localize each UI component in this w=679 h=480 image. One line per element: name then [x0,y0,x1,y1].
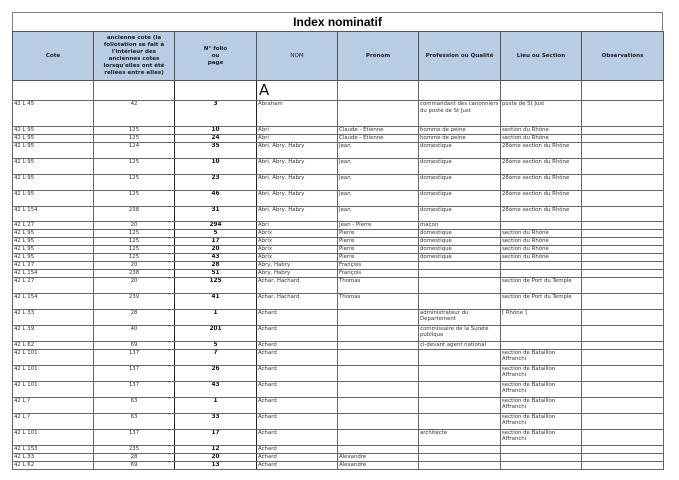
lieu-cell [501,325,582,341]
nom-cell: Abri, Abry, Habry [257,174,338,190]
table-row [13,142,664,158]
lieu-cell: section du Rhône [501,253,582,261]
table-row [13,309,664,325]
lieu-cell: section du Rhône [501,127,582,135]
header-nom: NOM [257,32,338,81]
observations-cell [582,461,664,469]
profession-cell [419,381,501,397]
cote-cell: 42 L 39 [13,325,94,341]
nom-cell: Abri, Abry, Habry [257,158,338,174]
nom-cell: Abri, Abry, Habry [257,142,338,158]
ancienne-cote-cell: 125 [94,174,175,190]
profession-cell: maçon [419,221,501,229]
profession-cell: ci-devant agent national [419,341,501,349]
nom-cell: Abrix [257,229,338,237]
lieu-cell: [ Rhône ] [501,309,582,325]
ancienne-cote-cell: 63 [94,397,175,413]
ancienne-cote-cell: 125 [94,190,175,206]
prenom-cell: Pierre [338,245,419,253]
observations-cell [582,253,664,261]
lieu-cell: section de Port du Temple [501,293,582,309]
observations-cell [582,349,664,365]
observations-cell [582,206,664,221]
cote-cell: 42 L 27 [13,277,94,293]
ancienne-cote-cell: 125 [94,237,175,245]
nom-cell: Abri, Abry, Habry [257,190,338,206]
nom-cell: Achard [257,381,338,397]
nom-cell: Achard [257,349,338,365]
prenom-cell: François [338,269,419,277]
header-row [13,32,664,81]
lieu-cell: section du Rhône [501,237,582,245]
table-row [13,101,664,127]
ancienne-cote-cell: 20 [94,221,175,229]
header-prenom: Prénom [338,32,419,81]
ancienne-cote-cell: 124 [94,142,175,158]
profession-cell [419,413,501,429]
table-row [13,365,664,381]
profession-cell: domestique [419,237,501,245]
lieu-cell: 28ème section du Rhône [501,142,582,158]
nom-cell: Achard [257,429,338,445]
lieu-cell: section de Bataillon Affranchi [501,413,582,429]
folio-cell: 3 [175,101,257,127]
profession-cell: domestique [419,245,501,253]
cote-cell: 42 L 62 [13,461,94,469]
lieu-cell: 28ème section du Rhône [501,158,582,174]
profession-cell: domestique [419,229,501,237]
observations-cell [582,101,664,127]
cote-cell: 42 L 95 [13,174,94,190]
lieu-cell: section de Port du Temple [501,277,582,293]
ancienne-cote-cell: 20 [94,261,175,269]
folio-cell: 43 [175,253,257,261]
nom-cell: Abri [257,127,338,135]
folio-cell: 7 [175,349,257,365]
ancienne-cote-cell: 125 [94,158,175,174]
table-row [13,134,664,142]
observations-cell [582,309,664,325]
ancienne-cote-cell: 238 [94,269,175,277]
ancienne-cote-cell: 235 [94,445,175,453]
profession-cell [419,349,501,365]
table-row [13,261,664,269]
ancienne-cote-cell: 20 [94,277,175,293]
folio-cell: 35 [175,142,257,158]
lieu-cell [501,269,582,277]
observations-cell [582,229,664,237]
folio-cell: 28 [175,261,257,269]
nom-cell: Achard [257,413,338,429]
lieu-cell: 28ème section du Rhône [501,174,582,190]
observations-cell [582,158,664,174]
table-row [13,325,664,341]
profession-cell: commandant des canonniers du poste de St Just [419,101,501,127]
folio-cell: 31 [175,206,257,221]
prenom-cell: Jean [338,142,419,158]
table-row [13,453,664,461]
folio-cell: 201 [175,325,257,341]
cote-cell: 42 L 33 [13,453,94,461]
prenom-cell: Pierre [338,237,419,245]
folio-cell: 17 [175,237,257,245]
observations-cell [582,237,664,245]
lieu-cell [501,445,582,453]
profession-cell [419,365,501,381]
profession-cell: domestique [419,158,501,174]
table-row [13,293,664,309]
prenom-cell: Jean - Pierre [338,221,419,229]
table-row [13,341,664,349]
cote-cell: 42 L 154 [13,293,94,309]
table-row [13,190,664,206]
prenom-cell [338,397,419,413]
table-row [13,413,664,429]
cote-cell: 42 L 154 [13,269,94,277]
cote-cell: 42 L 95 [13,229,94,237]
ancienne-cote-cell: 137 [94,365,175,381]
observations-cell [582,365,664,381]
nom-cell: Abrix [257,245,338,253]
observations-cell [582,413,664,429]
nom-cell: Abrix [257,253,338,261]
observations-cell [582,174,664,190]
folio-cell: 1 [175,309,257,325]
table-row [13,245,664,253]
nom-cell: Achard [257,325,338,341]
observations-cell [582,277,664,293]
table-row [13,229,664,237]
observations-cell [582,221,664,229]
table-row [13,127,664,135]
folio-cell: 20 [175,245,257,253]
nom-cell: Abri [257,221,338,229]
ancienne-cote-cell: 137 [94,381,175,397]
ancienne-cote-cell: 42 [94,101,175,127]
ancienne-cote-cell: 40 [94,325,175,341]
cote-cell: 42 L 95 [13,253,94,261]
profession-cell [419,397,501,413]
observations-cell [582,190,664,206]
prenom-cell: François [338,261,419,269]
nom-cell: Achar, Hachard [257,293,338,309]
profession-cell [419,453,501,461]
lieu-cell: section du Rhône [501,229,582,237]
prenom-cell: Pierre [338,229,419,237]
prenom-cell [338,413,419,429]
nom-cell: Abrix [257,237,338,245]
table-row [13,237,664,245]
prenom-cell [338,429,419,445]
table-row [13,174,664,190]
observations-cell [582,397,664,413]
ancienne-cote-cell: 239 [94,293,175,309]
prenom-cell [338,445,419,453]
folio-cell: 13 [175,461,257,469]
table-row [13,221,664,229]
prenom-cell: Jean [338,190,419,206]
cote-cell: 42 L 95 [13,245,94,253]
nom-cell: Achard [257,397,338,413]
cote-cell: 42 L 101 [13,429,94,445]
prenom-cell [338,365,419,381]
observations-cell [582,453,664,461]
cote-cell: 42 L 101 [13,349,94,365]
folio-cell: 51 [175,269,257,277]
observations-cell [582,134,664,142]
header-folio-text: N° folio ou page [203,45,228,66]
nom-cell: Abry, Habry [257,269,338,277]
profession-cell: architecte [419,429,501,445]
cote-cell: 42 L 153 [13,445,94,453]
section-letter: A [257,81,338,101]
observations-cell [582,245,664,253]
lieu-cell: section de Bataillon Affranchi [501,365,582,381]
profession-cell [419,269,501,277]
prenom-cell: Claude - Etienne [338,127,419,135]
table-row [13,277,664,293]
index-sheet [12,12,663,470]
ancienne-cote-cell: 238 [94,206,175,221]
index-table [12,31,664,470]
folio-cell: 1 [175,397,257,413]
profession-cell: homme de peine [419,134,501,142]
profession-cell [419,461,501,469]
profession-cell [419,445,501,453]
cote-cell: 42 L 95 [13,142,94,158]
lieu-cell: section de Bataillon Affranchi [501,429,582,445]
nom-cell: Achar, Hachard [257,277,338,293]
observations-cell [582,445,664,453]
folio-cell: 5 [175,341,257,349]
lieu-cell [501,341,582,349]
profession-cell [419,277,501,293]
profession-cell [419,261,501,269]
observations-cell [582,261,664,269]
folio-cell: 33 [175,413,257,429]
observations-cell [582,341,664,349]
observations-cell [582,429,664,445]
folio-cell: 41 [175,293,257,309]
table-row [13,206,664,221]
folio-cell: 10 [175,158,257,174]
ancienne-cote-cell: 69 [94,461,175,469]
header-observations: Observations [582,32,664,81]
cote-cell: 42 L 101 [13,381,94,397]
lieu-cell: 28ème section du Rhône [501,190,582,206]
nom-cell: Achard [257,445,338,453]
cote-cell: 42 L 62 [13,341,94,349]
folio-cell: 43 [175,381,257,397]
folio-cell: 10 [175,127,257,135]
lieu-cell [501,461,582,469]
folio-cell: 24 [175,134,257,142]
prenom-cell: Jean [338,174,419,190]
prenom-cell [338,349,419,365]
table-row [13,158,664,174]
prenom-cell [338,309,419,325]
cote-cell: 42 L 95 [13,127,94,135]
observations-cell [582,293,664,309]
lieu-cell: 28ème section du Rhône [501,206,582,221]
cote-cell: 42 L 101 [13,365,94,381]
table-row [13,381,664,397]
table-row [13,253,664,261]
folio-cell: 12 [175,445,257,453]
header-cote: Cote [13,32,94,81]
prenom-cell: Jean [338,206,419,221]
prenom-cell: Alexandre [338,453,419,461]
cote-cell: 42 L 95 [13,158,94,174]
ancienne-cote-cell: 28 [94,453,175,461]
table-row [13,429,664,445]
nom-cell: Abry, Habry [257,261,338,269]
prenom-cell: Alexandre [338,461,419,469]
profession-cell: domestique [419,190,501,206]
cote-cell: 42 L 95 [13,134,94,142]
ancienne-cote-cell: 137 [94,349,175,365]
lieu-cell [501,261,582,269]
ancienne-cote-cell: 125 [94,245,175,253]
cote-cell: 42 L ? [13,397,94,413]
header-folio [175,32,257,81]
lieu-cell: section du Rhône [501,245,582,253]
ancienne-cote-cell: 125 [94,134,175,142]
ancienne-cote-cell: 69 [94,341,175,349]
prenom-cell: Claude - Etienne [338,134,419,142]
folio-cell: 26 [175,365,257,381]
folio-cell: 17 [175,429,257,445]
nom-cell: Achard [257,365,338,381]
observations-cell [582,325,664,341]
cote-cell: 42 L 95 [13,190,94,206]
profession-cell: domestique [419,253,501,261]
lieu-cell: section de Bataillon Affranchi [501,381,582,397]
cote-cell: 42 L 33 [13,309,94,325]
profession-cell: domestique [419,142,501,158]
lieu-cell: poste de St Just [501,101,582,127]
cote-cell: 42 L 27 [13,261,94,269]
table-row [13,349,664,365]
nom-cell: Abri [257,134,338,142]
cote-cell: 42 L 45 [13,101,94,127]
profession-cell: domestique [419,206,501,221]
section-letter-row [13,81,664,101]
prenom-cell: Thomas [338,293,419,309]
header-lieu: Lieu ou Section [501,32,582,81]
cote-cell: 42 L 95 [13,237,94,245]
table-row [13,445,664,453]
lieu-cell [501,221,582,229]
table-row [13,269,664,277]
nom-cell: Achard [257,461,338,469]
header-ancienne-cote: ancienne cote (la foliotation se fait à l'intérieur des anciennes cotes lorsqu'elles ont été reliées entre elles) [94,32,175,81]
header-profession: Profession ou Qualité [419,32,501,81]
observations-cell [582,269,664,277]
folio-cell: 20 [175,453,257,461]
prenom-cell: Jean [338,158,419,174]
nom-cell: Abraham [257,101,338,127]
prenom-cell [338,101,419,127]
nom-cell: Achard [257,453,338,461]
profession-cell [419,293,501,309]
table-row [13,397,664,413]
nom-cell: Achard [257,309,338,325]
cote-cell: 42 L 154 [13,206,94,221]
observations-cell [582,127,664,135]
prenom-cell [338,381,419,397]
ancienne-cote-cell: 125 [94,127,175,135]
folio-cell: 294 [175,221,257,229]
profession-cell: commissaire de la Sureté publique [419,325,501,341]
table-row [13,461,664,469]
profession-cell: domestique [419,174,501,190]
ancienne-cote-cell: 125 [94,229,175,237]
cote-cell: 42 L ? [13,413,94,429]
cote-cell: 42 L 27 [13,221,94,229]
ancienne-cote-cell: 28 [94,309,175,325]
ancienne-cote-cell: 125 [94,253,175,261]
profession-cell: homme de peine [419,127,501,135]
nom-cell: Abri, Abry, Habry [257,206,338,221]
folio-cell: 5 [175,229,257,237]
sheet-title: Index nominatif [12,12,663,31]
profession-cell: administrateur du Département [419,309,501,325]
folio-cell: 23 [175,174,257,190]
observations-cell [582,381,664,397]
lieu-cell: section de Bataillon Affranchi [501,397,582,413]
prenom-cell [338,341,419,349]
nom-cell: Achard [257,341,338,349]
folio-cell: 125 [175,277,257,293]
lieu-cell [501,453,582,461]
prenom-cell [338,325,419,341]
ancienne-cote-cell: 63 [94,413,175,429]
prenom-cell: Thomas [338,277,419,293]
prenom-cell: Pierre [338,253,419,261]
observations-cell [582,142,664,158]
ancienne-cote-cell: 137 [94,429,175,445]
folio-cell: 46 [175,190,257,206]
lieu-cell: section de Bataillon Affranchi [501,349,582,365]
lieu-cell: section du Rhône [501,134,582,142]
